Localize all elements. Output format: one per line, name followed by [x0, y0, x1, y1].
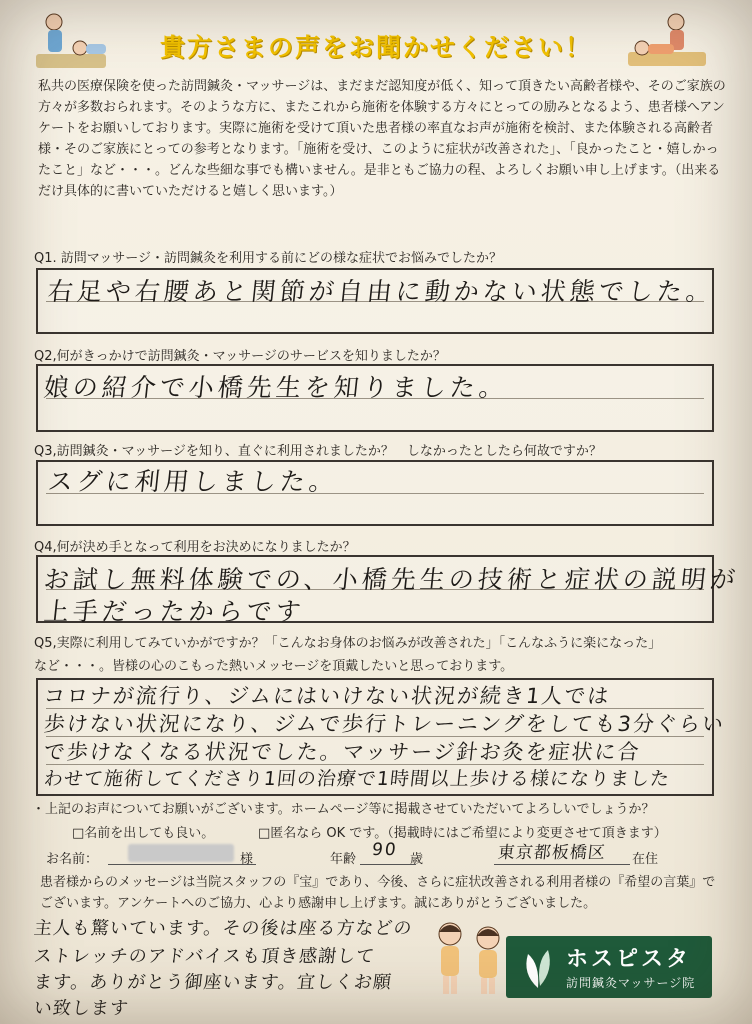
hospista-logo: [506, 936, 712, 998]
question-2: Q2,何がきっかけで訪問鍼灸・マッサージのサービスを知りましたか？: [34, 349, 446, 364]
residence-value[interactable]: 東京都板橋区: [496, 843, 607, 863]
page-title: 貴方さまの声をお聞かせください！: [159, 33, 592, 62]
question-5-continued: など・・・。皆様の心のこもった熱いメッセージを頂戴したいと思っております。: [34, 659, 514, 674]
answer-4-line-2: 上手だったからです: [42, 597, 307, 626]
name-redacted: [128, 844, 234, 862]
staff-message-line-3: ます。ありがとう御座います。宜しくお願: [32, 972, 394, 993]
answer-5-line-3: で歩けなくなる状況でした。マッサージ針お灸を症状に合: [42, 740, 642, 764]
age-value[interactable]: 90: [370, 840, 399, 860]
staff-message-line-1: 主人も驚いています。その後は座る方などの: [32, 918, 414, 939]
residence-suffix: 在住: [632, 852, 659, 867]
answer-5-line-1: コロナが流行り、ジムにはいけない状況が続き1人では: [42, 684, 612, 708]
answer-2-line-1: 娘の紹介で小橋先生を知りました。: [42, 373, 510, 402]
answer-5-line-4: わせて施術してくださり1回の治療で1時間以上歩ける様になりました: [42, 768, 672, 790]
name-suffix: 様: [240, 852, 254, 867]
leaf-logo-icon: [518, 944, 558, 990]
answer-5-line-2: 歩けない状況になり、ジムで歩行トレーニングをしても3分ぐらい: [42, 712, 727, 736]
question-5: Q5,実際に利用してみていかがですか？「こんなお身体のお悩みが改善された」「こんなふうに楽になった」: [34, 636, 662, 651]
answer-1-line-1: 右足や右腰あと関節が自由に動かない状態でした。: [46, 277, 717, 306]
question-4: Q4,何が決め手となって利用をお決めになりましたか？: [34, 540, 356, 555]
message-intro: 患者様からのメッセージは当院スタッフの『宝』であり、今後、さらに症状改善される利用者様の『希望の言葉』でございます。アンケートへのご協力、心より感謝申し上げます。誠にありがとうございました。: [40, 875, 716, 911]
intro-text: 私共の医療保険を使った訪問鍼灸・マッサージは、まだまだ認知度が低く、知って頂きたい高齢者様や、そのご家族の方々が多数おられます。そのような方に、またこれから施術を体験する方々にとっての励みとなるよう、患者様へアンケートをお願いしております。実際に施術を受けて頂いた患者様の率直なお声が施術を検討、また体験される高齢者様・そのご家族にとっての参考となります。「施術を受け、このように症状が改善された」、「良かったこと・嬉しかったこと」など・・・。どんな些細な事でも構いません。是非ともご協力の程、よろしくお願い申し上げます。（出来るだけ具体的に書いていただけると嬉しく思います。）: [38, 79, 726, 199]
logo-sub-text: 訪問鍼灸マッサージ院: [566, 976, 696, 990]
question-1: Q1. 訪問マッサージ・訪問鍼灸を利用する前にどの様な症状でお悩みでしたか？: [34, 251, 502, 266]
logo-main-text: ホスピスタ: [566, 947, 692, 972]
answer-3-line-1: スグに利用しました。: [46, 467, 340, 496]
question-3: Q3,訪問鍼灸・マッサージを知り、直ぐに利用されましたか？ しなかったとしたら何故ですか？: [34, 444, 602, 459]
age-label: 年齢: [330, 852, 357, 867]
age-suffix: 歳: [410, 852, 424, 867]
answer-4-line-1: お試し無料体験での、小橋先生の技術と症状の説明が: [42, 565, 741, 594]
bowing-staff-illustration: [432, 918, 508, 998]
staff-message-line-4: い致します: [32, 998, 130, 1019]
publish-question: ・上記のお声についてお願いがございます。ホームページ等に掲載させていただいてよろしいでしょうか？: [32, 802, 655, 817]
publish-option-anonymous[interactable]: □匿名なら OK です。（掲載時にはご希望により変更させて頂きます）: [258, 826, 667, 841]
staff-message-line-2: ストレッチのアドバイスも頂き感謝して: [32, 946, 377, 967]
publish-option-name[interactable]: □名前を出しても良い。: [72, 826, 215, 841]
name-label: お名前：: [46, 852, 99, 867]
